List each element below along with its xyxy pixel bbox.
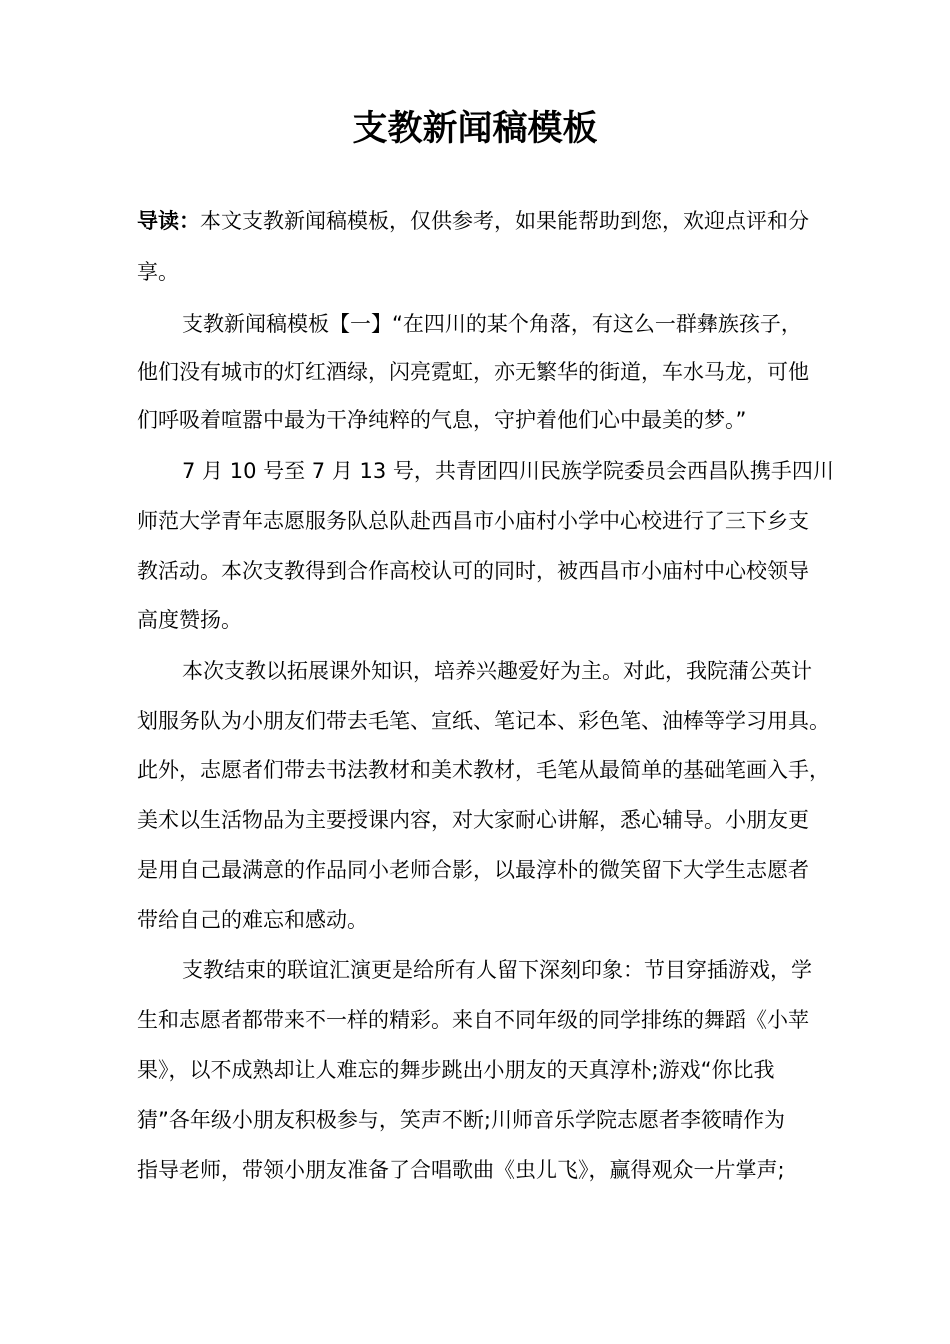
intro-line-2: 享。	[137, 260, 179, 284]
paragraph-4-line: 支教结束的联谊汇演更是给所有人留下深刻印象：节目穿插游戏，学	[182, 958, 812, 982]
paragraph-4-line: 生和志愿者都带来不一样的精彩。来自不同年级的同学排练的舞蹈《小苹	[137, 1008, 809, 1032]
paragraph-3-line: 本次支教以拓展课外知识，培养兴趣爱好为主。对此，我院蒲公英计	[182, 659, 812, 683]
paragraph-3-line: 是用自己最满意的作品同小老师合影，以最淳朴的微笑留下大学生志愿者	[137, 858, 809, 882]
paragraph-3-line: 带给自己的难忘和感动。	[137, 908, 368, 932]
intro-line-1	[137, 206, 809, 236]
paragraph-1-line: 支教新闻稿模板【一】“在四川的某个角落，有这么一群彝族孩子，	[182, 312, 802, 336]
intro-label: 导读：	[137, 209, 200, 233]
intro-text: 本文支教新闻稿模板，仅供参考，如果能帮助到您，欢迎点评和分	[200, 209, 809, 233]
paragraph-1-line: 们呼吸着喧嚣中最为干净纯粹的气息，守护着他们心中最美的梦。”	[137, 408, 747, 432]
paragraph-3-line: 划服务队为小朋友们带去毛笔、宣纸、笔记本、彩色笔、油棒等学习用具。	[137, 709, 830, 733]
document-title: 支教新闻稿模板	[352, 109, 598, 149]
paragraph-3-line: 美术以生活物品为主要授课内容，对大家耐心讲解，悉心辅导。小朋友更	[137, 808, 809, 832]
paragraph-1-line: 他们没有城市的灯红酒绿，闪亮霓虹，亦无繁华的街道，车水马龙，可他	[137, 360, 809, 384]
paragraph-2-line: 7 月 10 号至 7 月 13 号，共青团四川民族学院委员会西昌队携手四川	[182, 459, 834, 483]
paragraph-4-line: 果》，以不成熟却让人难忘的舞步跳出小朋友的天真淳朴;游戏“你比我	[137, 1058, 775, 1082]
paragraph-2-line: 师范大学青年志愿服务队总队赴西昌市小庙村小学中心校进行了三下乡支	[137, 509, 809, 533]
paragraph-4-line: 指导老师，带领小朋友准备了合唱歌曲《虫儿飞》，赢得观众一片掌声;	[137, 1158, 785, 1182]
paragraph-3-line: 此外，志愿者们带去书法教材和美术教材，毛笔从最简单的基础笔画入手，	[137, 758, 830, 782]
paragraph-2-line: 教活动。本次支教得到合作高校认可的同时，被西昌市小庙村中心校领导	[137, 559, 809, 583]
paragraph-4-line: 猜”各年级小朋友积极参与，笑声不断;川师音乐学院志愿者李筱晴作为	[137, 1108, 785, 1132]
paragraph-2-line: 高度赞扬。	[137, 608, 242, 632]
